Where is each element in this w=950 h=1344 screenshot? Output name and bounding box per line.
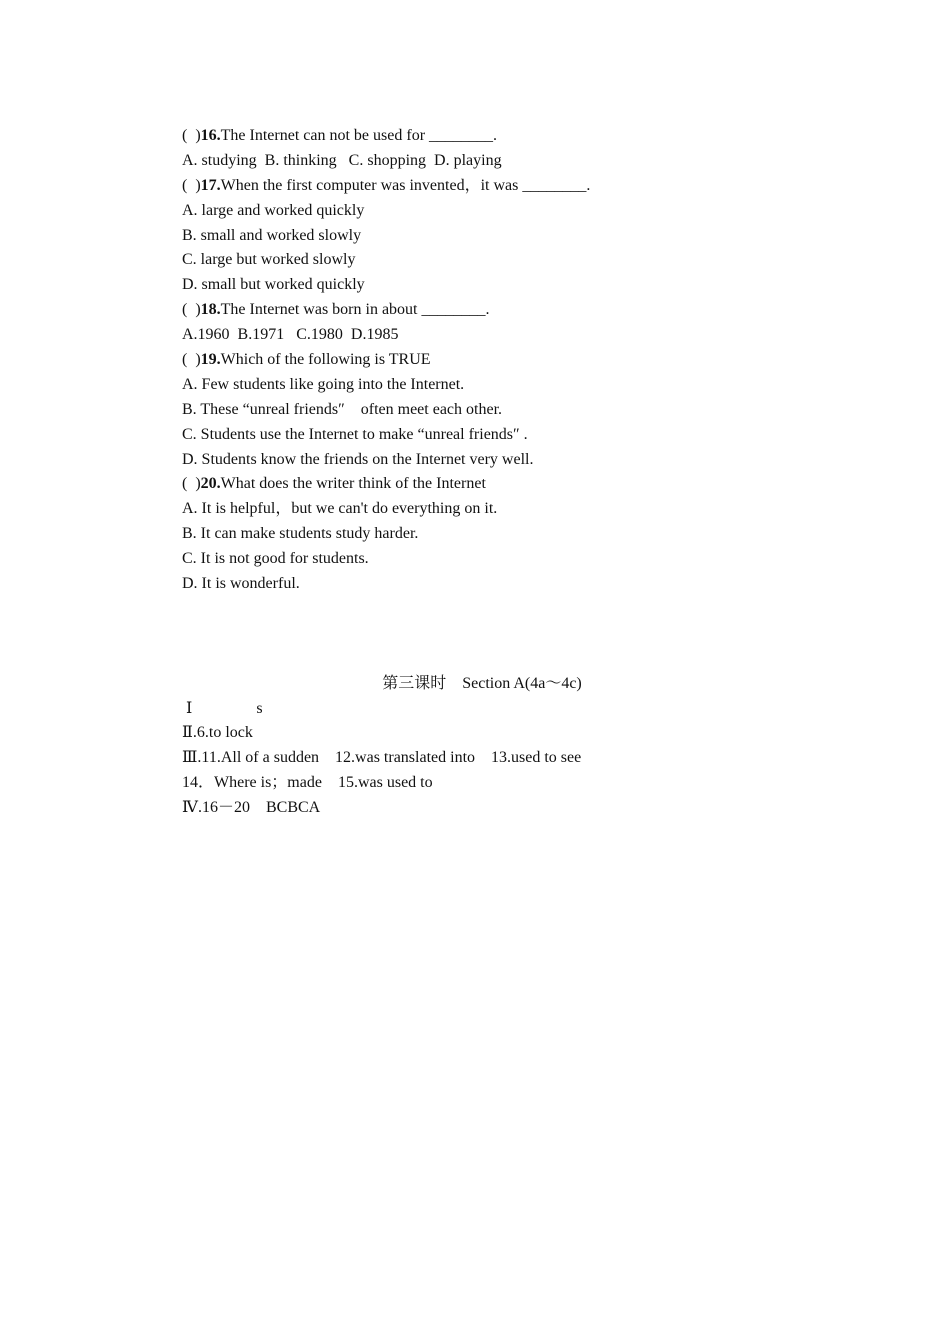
option-line: C. large but worked slowly <box>182 251 356 269</box>
answer-parentheses: ( ) <box>182 475 201 493</box>
option-line: B. These “unreal friends″ often meet each other. <box>182 400 503 418</box>
question-17 <box>182 174 802 199</box>
option-line: A. studying B. thinking C. shopping D. playing <box>182 151 502 169</box>
question-number: 20. <box>200 475 221 493</box>
answer-line: Ⅲ.11.All of a sudden 12.was translated into 13.used to see <box>182 749 582 767</box>
answer-parentheses: ( ) <box>182 351 201 369</box>
question-16 <box>182 124 802 149</box>
question-stem: What does the writer think of the Internet <box>220 475 486 493</box>
answer-parentheses: ( ) <box>182 176 201 194</box>
question-19 <box>182 348 802 373</box>
answer-parentheses: ( ) <box>182 127 201 144</box>
question-stem: The Internet can not be used for ________. <box>220 127 498 144</box>
answer-section-heading: 第三课时 Section A(4a～4c) <box>382 674 582 692</box>
question-number: 18. <box>200 301 221 319</box>
question-number: 19. <box>200 351 221 369</box>
answer-line: Ⅰ s <box>182 699 263 717</box>
option-line: B. small and worked slowly <box>182 226 362 244</box>
option-line: D. It is wonderful. <box>182 575 300 593</box>
option-line: D. small but worked quickly <box>182 276 365 294</box>
section-gap <box>182 597 802 672</box>
option-line: A.1960 B.1971 C.1980 D.1985 <box>182 326 399 344</box>
answer-line: Ⅳ.16－20 BCBCA <box>182 799 321 817</box>
option-line: C. It is not good for students. <box>182 550 369 568</box>
question-stem: When the first computer was invented，it was ________. <box>220 176 591 194</box>
option-line: C. Students use the Internet to make “unreal friends″ . <box>182 425 528 443</box>
answer-line: Ⅱ.6.to lock <box>182 724 253 742</box>
question-number: 17. <box>200 176 221 194</box>
option-line: A. large and worked quickly <box>182 201 365 219</box>
answer-line: 14．Where is；made 15.was used to <box>182 774 433 792</box>
option-line: D. Students know the friends on the Internet very well. <box>182 450 534 468</box>
answer-parentheses: ( ) <box>182 301 201 319</box>
question-20 <box>182 472 802 497</box>
question-stem: The Internet was born in about ________. <box>220 301 490 319</box>
question-stem: Which of the following is TRUE <box>220 351 431 369</box>
option-line: A. It is helpful，but we can't do everything on it. <box>182 500 498 518</box>
option-line: B. It can make students study harder. <box>182 525 419 543</box>
question-18 <box>182 298 802 323</box>
document-page <box>182 124 802 821</box>
option-line: A. Few students like going into the Internet. <box>182 375 465 393</box>
question-number: 16. <box>200 127 221 144</box>
